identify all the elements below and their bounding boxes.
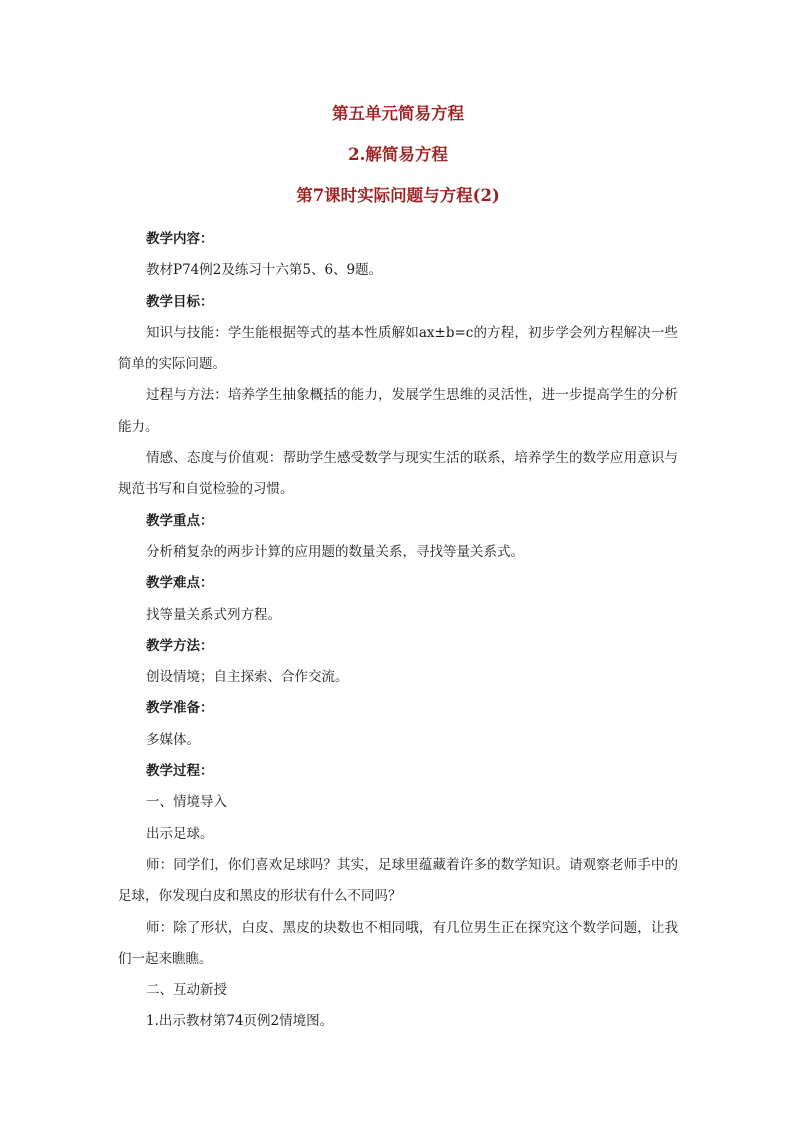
paragraph: 师：同学们，你们喜欢足球吗？其实，足球里蕴藏着许多的数学知识。请观察老师手中的足球，你发现白皮和黑皮的形状有什么不同吗？ — [118, 856, 678, 905]
paragraph: 师：除了形状，白皮、黑皮的块数也不相同哦，有几位男生正在探究这个数学问题，让我们一起来瞧瞧。 — [118, 919, 678, 967]
paragraph: 找等量关系式列方程。 — [146, 606, 281, 623]
paragraph: 过程与方法：培养学生抽象概括的能力，发展学生思维的灵活性，进一步提高学生的分析能力。 — [118, 387, 678, 435]
paragraph: 教学内容： — [146, 231, 214, 247]
paragraph: 教材P74例2及练习十六第5、6、9题。 — [146, 262, 383, 279]
paragraph: 分析稍复杂的两步计算的应用题的数量关系，寻找等量关系式。 — [146, 543, 524, 560]
paragraph: 教学过程： — [146, 763, 214, 780]
paragraph: 创设情境；自主探索、合作交流。 — [146, 669, 349, 686]
paragraph: 教学方法： — [146, 637, 214, 654]
paragraph: 二、互动新授 — [146, 982, 227, 999]
unit-title: 第五单元简易方程 — [332, 104, 464, 123]
paragraph: 教学难点： — [146, 575, 214, 592]
paragraph: 教学准备： — [146, 700, 214, 717]
lesson-title: 第7课时实际问题与方程(2) — [296, 186, 500, 205]
paragraph: 情感、态度与价值观：帮助学生感受数学与现实生活的联系，培养学生的数学应用意识与规范书写和自觉检验的习惯。 — [118, 450, 678, 498]
paragraph: 教学重点： — [146, 512, 214, 529]
document-content — [118, 104, 678, 1038]
lesson-body — [118, 224, 678, 1038]
section-title: 2.解简易方程 — [348, 145, 448, 164]
paragraph: 多媒体。 — [146, 731, 200, 748]
paragraph: 一、情境导入 — [146, 794, 227, 811]
paragraph: 知识与技能：学生能根据等式的基本性质解如ax±b=c的方程，初步学会列方程解决一些简单的实际问题。 — [118, 324, 678, 373]
paragraph: 1.出示教材第74页例2情境图。 — [146, 1013, 334, 1030]
paragraph: 出示足球。 — [146, 825, 214, 842]
paragraph: 教学目标： — [146, 293, 214, 310]
